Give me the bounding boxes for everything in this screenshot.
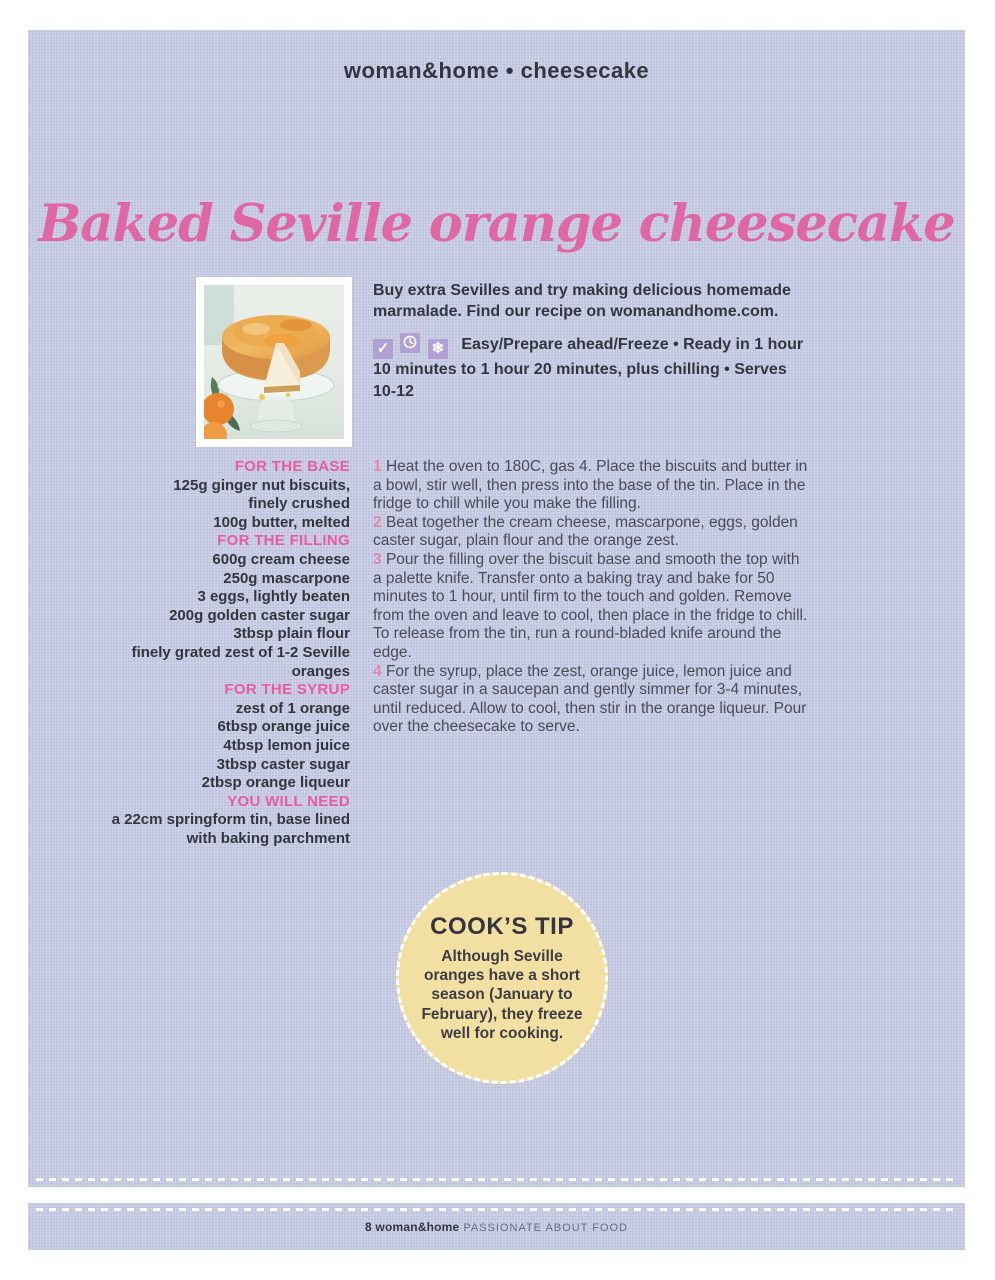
ingredients-heading: FOR THE FILLING: [217, 532, 350, 550]
intro-text: Buy extra Sevilles and try making delicious homemade marmalade. Find our recipe on womanandhome.com.: [373, 282, 791, 321]
ingredient-line: 200g golden caster sugar: [169, 606, 350, 624]
step-text: Pour the filling over the biscuit base and smooth the top with a palette knife. Transfer onto a baking tray and bake for 50 minutes to 1 hour, until firm to the touch and golden. Remove from the oven and leave to cool, then place in the fridge to chill. To release from the tin, run a round-bladed knife around the edge.: [373, 550, 808, 661]
ingredients-heading: FOR THE SYRUP: [224, 681, 350, 699]
ingredient-line: 250g mascarpone: [223, 569, 350, 587]
recipe-title: Baked Seville orange cheesecake: [38, 194, 955, 254]
step-text: Beat together the cream cheese, mascarpone, eggs, golden caster sugar, plain flour and the orange zest.: [373, 513, 798, 550]
cooks-tip-title: COOK’S TIP: [430, 912, 574, 940]
footer-tagline: PASSIONATE ABOUT FOOD: [463, 1222, 628, 1234]
ingredient-line: 4tbsp lemon juice: [223, 736, 350, 754]
ingredient-line: finely grated zest of 1-2 Seville: [131, 643, 350, 661]
ingredient-line: 125g ginger nut biscuits,: [173, 476, 350, 494]
ingredient-line: 6tbsp orange juice: [217, 718, 350, 736]
clock-icon: [400, 333, 420, 353]
ingredient-line: 3 eggs, lightly beaten: [197, 588, 350, 606]
footer-strip: [28, 1203, 965, 1250]
ingredient-line: 2tbsp orange liqueur: [201, 774, 350, 792]
method-step: [373, 663, 810, 737]
recipe-info-text: Easy/Prepare ahead/Freeze • Ready in 1 hour 10 minutes to 1 hour 20 minutes, plus chilling • Serves 10-12: [373, 336, 804, 400]
ingredient-line: 3tbsp plain flour: [233, 625, 350, 643]
footer: [28, 1220, 965, 1234]
stitch-line: [36, 1178, 957, 1181]
ingredient-line: a 22cm springform tin, base lined: [111, 811, 350, 829]
masthead: woman&home • cheesecake: [343, 58, 650, 83]
cooks-tip-badge: [396, 872, 608, 1084]
footer-page-brand: 8 woman&home: [365, 1220, 460, 1234]
step-number: 1: [373, 458, 382, 475]
ingredients-list: [68, 458, 350, 848]
ingredient-line: 3tbsp caster sugar: [216, 755, 350, 773]
ingredient-line: oranges: [291, 662, 350, 680]
method-steps: [373, 458, 810, 737]
step-text: For the syrup, place the zest, orange juice, lemon juice and caster sugar in a saucepan and gently simmer for 3-4 minutes, until reduced. Allow to cool, then stir in the orange liqueur. Pour over the cheesecake to serve.: [373, 662, 807, 736]
cheesecake-photo: [196, 277, 352, 447]
stitch-line: [36, 1208, 957, 1211]
recipe-info-line: [373, 333, 813, 402]
method-step: [373, 514, 810, 551]
method-step: [373, 551, 810, 663]
step-text: Heat the oven to 180C, gas 4. Place the biscuits and butter in a bowl, stir well, then press into the base of the tin. Place in the fridge to chill while you make the filling.: [373, 458, 808, 513]
ingredients-heading: FOR THE BASE: [234, 458, 350, 475]
ingredients-heading: YOU WILL NEED: [227, 792, 350, 810]
fabric-panel: [28, 30, 965, 1187]
step-number: 3: [373, 550, 382, 568]
step-number: 2: [373, 513, 382, 531]
ingredient-line: zest of 1 orange: [235, 699, 350, 717]
method-step: [373, 458, 810, 514]
ingredient-line: 600g cream cheese: [212, 550, 350, 568]
ingredient-line: finely crushed: [248, 495, 350, 513]
ingredient-line: 100g butter, melted: [213, 513, 350, 531]
check-icon: ✓: [373, 339, 393, 359]
ingredient-line: with baking parchment: [186, 829, 350, 847]
cheesecake-illustration: [204, 285, 344, 439]
snowflake-icon: ❄: [428, 339, 448, 359]
step-number: 4: [373, 662, 382, 680]
cooks-tip-text: Although Seville oranges have a short season (January to February), they freeze well for cooking.: [421, 947, 583, 1043]
